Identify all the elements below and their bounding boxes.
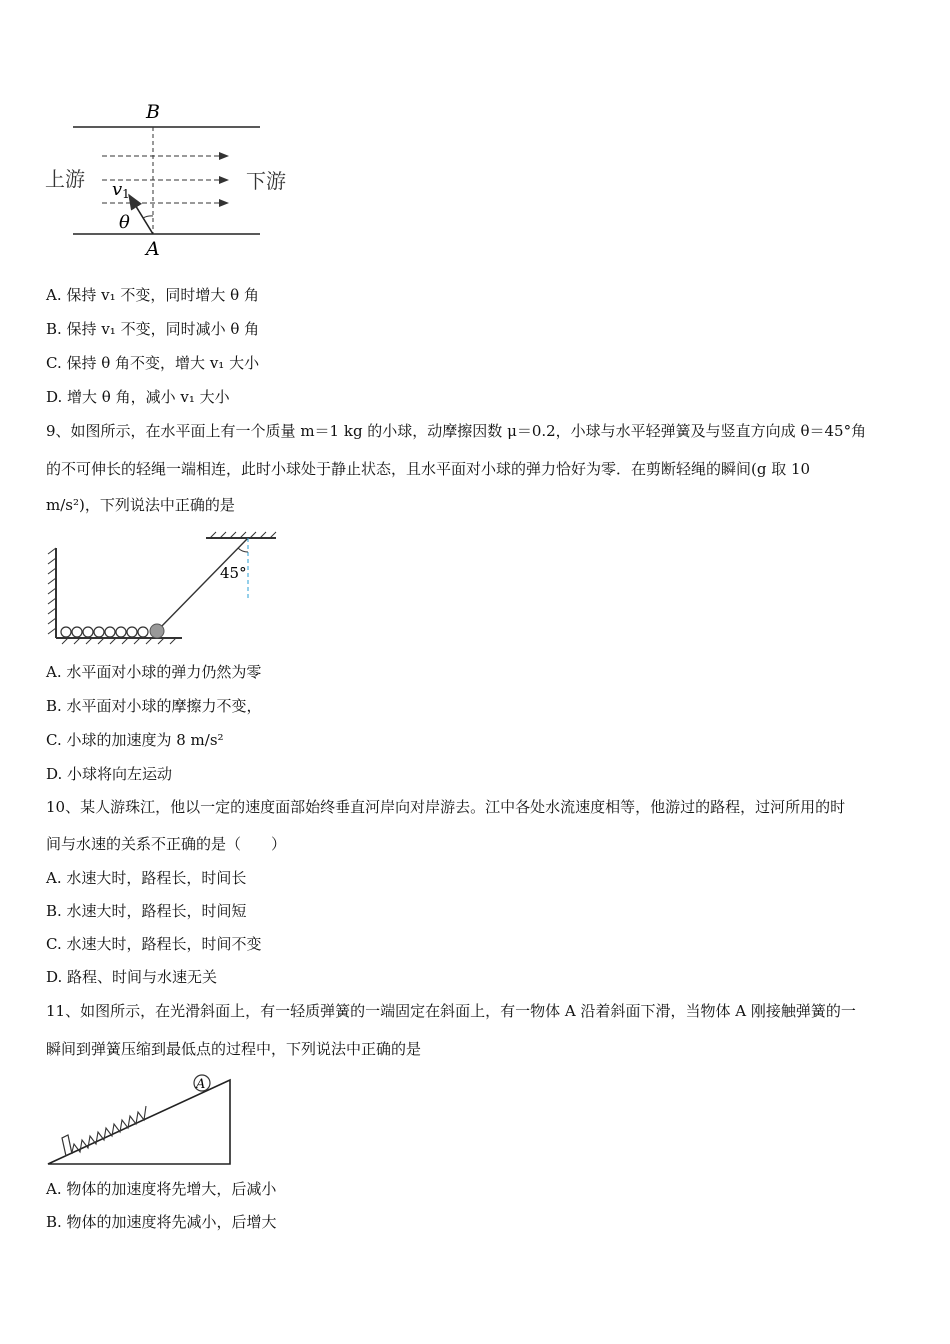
label-a: A bbox=[146, 238, 160, 260]
q8-option-a: A. 保持 v₁ 不变，同时增大 θ 角 bbox=[46, 286, 259, 304]
q9-stem-line-3: m/s²)，下列说法中正确的是 bbox=[46, 496, 235, 514]
q10-option-c: C. 水速大时，路程长，时间不变 bbox=[46, 935, 262, 953]
label-theta: θ bbox=[119, 212, 130, 233]
q9-option-c: C. 小球的加速度为 8 m/s² bbox=[46, 731, 224, 749]
q11-option-a: A. 物体的加速度将先增大，后减小 bbox=[46, 1180, 277, 1198]
q9-option-d: D. 小球将向左运动 bbox=[46, 765, 173, 783]
river-crossing-figure bbox=[40, 95, 300, 260]
label-downstream: 下游 bbox=[246, 169, 286, 193]
q10-option-d: D. 路程、时间与水速无关 bbox=[46, 968, 218, 986]
label-upstream: 上游 bbox=[45, 167, 85, 191]
q8-option-c: C. 保持 θ 角不变，增大 v₁ 大小 bbox=[46, 354, 260, 372]
q8-option-d: D. 增大 θ 角，减小 v₁ 大小 bbox=[46, 388, 230, 406]
q11-option-b: B. 物体的加速度将先减小，后增大 bbox=[46, 1213, 277, 1231]
body-a-label: A bbox=[196, 1077, 206, 1092]
q11-stem-line-2: 瞬间到弹簧压缩到最低点的过程中，下列说法中正确的是 bbox=[46, 1040, 422, 1058]
label-b: B bbox=[146, 101, 160, 123]
spring-ball-figure bbox=[44, 528, 284, 646]
q10-stem-line-2: 间与水速的关系不正确的是（ ） bbox=[46, 835, 287, 853]
angle-label: 45° bbox=[220, 564, 247, 582]
q10-stem-line-1: 10、某人游珠江，他以一定的速度面部始终垂直河岸向对岸游去。江中各处水流速度相等，他游过的路程，过河所用的时 bbox=[46, 798, 846, 816]
q9-stem-line-2: 的不可伸长的轻绳一端相连，此时小球处于静止状态，且水平面对小球的弹力恰好为零．在剪断轻绳的瞬间(g 取 10 bbox=[46, 460, 811, 478]
incline-spring-figure bbox=[44, 1068, 239, 1168]
q10-option-b: B. 水速大时，路程长，时间短 bbox=[46, 902, 247, 920]
q10-option-a: A. 水速大时，路程长，时间长 bbox=[46, 869, 247, 887]
q8-option-b: B. 保持 v₁ 不变，同时减小 θ 角 bbox=[46, 320, 260, 338]
label-v1: v1 bbox=[112, 179, 130, 201]
q9-stem-line-1: 9、如图所示，在水平面上有一个质量 m＝1 kg 的小球，动摩擦因数 μ＝0.2，小球与水平轻弹簧及与竖直方向成 θ＝45°角 bbox=[46, 422, 867, 440]
q9-option-a: A. 水平面对小球的弹力仍然为零 bbox=[46, 663, 262, 681]
q11-stem-line-1: 11、如图所示，在光滑斜面上，有一轻质弹簧的一端固定在斜面上，有一物体 A 沿着斜面下滑，当物体 A 刚接触弹簧的一 bbox=[46, 1002, 856, 1020]
q9-option-b: B. 水平面对小球的摩擦力不变， bbox=[46, 697, 262, 715]
